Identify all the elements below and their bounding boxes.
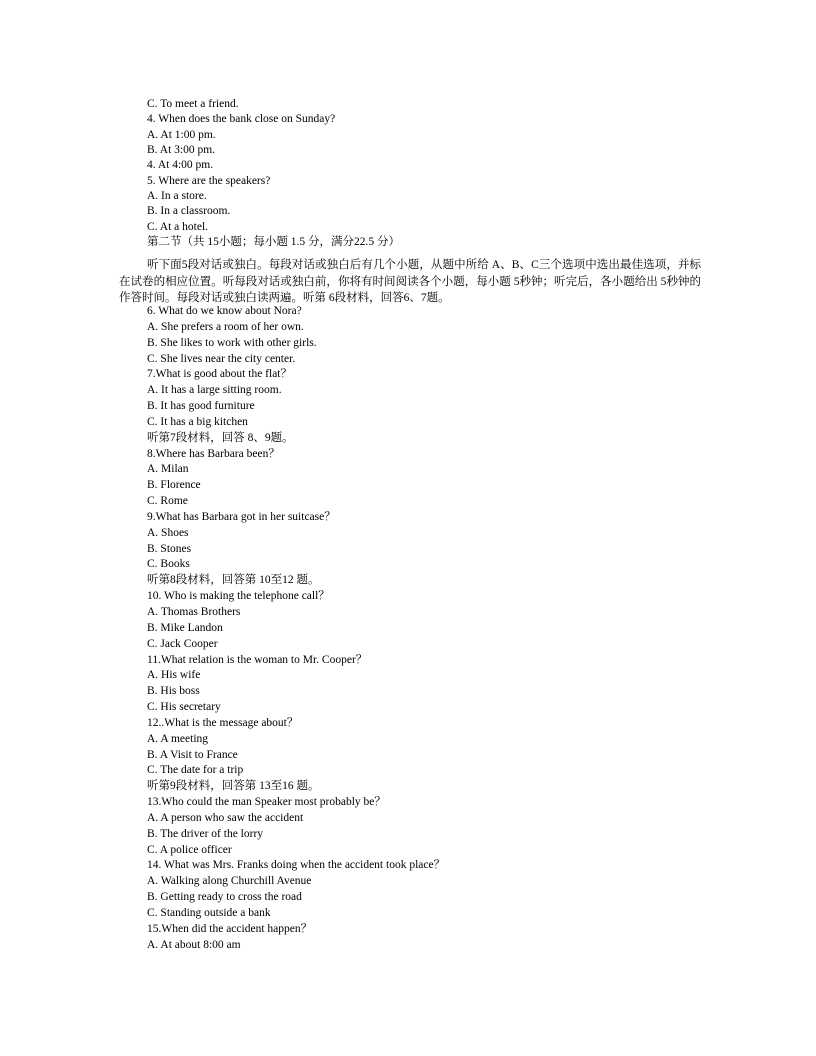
text-line: 12..What is the message about？	[147, 716, 299, 729]
section2-instruction-paragraph: 听下面5段对话或独白。每段对话或独白后有几个小题，从题中所给 A、B、C三个选项中选出最佳选项，并标在试卷的相应位置。听每段对话或独白前，你将有时间阅读各个小题，每小题 5秒钟；听完后，各小题给出 5秒钟的作答时间。每段对话或独白读两遍。听第 6段材料，回答6、7题。	[119, 259, 701, 304]
text-line: B. His boss	[147, 685, 200, 698]
text-line: C. It has a big kitchen	[147, 415, 248, 428]
text-line: C. Books	[147, 558, 190, 571]
text-line: B. Stones	[147, 542, 192, 555]
text-line: C. Jack Cooper	[147, 637, 218, 650]
text-line: A. Walking along Churchill Avenue	[147, 875, 312, 888]
text-line: B. She likes to work with other girls.	[147, 336, 317, 349]
text-line: C. At a hotel.	[147, 220, 209, 233]
text-line: 听第9段材料，回答第 13至16 题。	[147, 780, 320, 793]
text-line: 听第8段材料，回答第 10至12 题。	[147, 574, 320, 587]
text-line: 11.What relation is the woman to Mr. Cooper？	[147, 653, 368, 666]
text-line: 7.What is good about the flat？	[147, 368, 292, 381]
text-line: 4. When does the bank close on Sunday?	[147, 113, 336, 126]
text-line: B. In a classroom.	[147, 205, 231, 218]
text-line: 14. What was Mrs. Franks doing when the accident took place？	[147, 859, 446, 872]
text-line: A. His wife	[147, 669, 201, 682]
text-line: 4. At 4:00 pm.	[147, 159, 214, 172]
text-line: A. Shoes	[147, 526, 189, 539]
text-line: C. Standing outside a bank	[147, 906, 271, 919]
text-line: B. At 3:00 pm.	[147, 144, 216, 156]
text-line: B. Florence	[147, 479, 201, 492]
text-line: C. A police officer	[147, 843, 232, 856]
text-line: A. In a store.	[147, 190, 207, 202]
text-line: A. Milan	[147, 463, 189, 476]
text-line: B. Getting ready to cross the road	[147, 891, 302, 904]
text-line: A. At 1:00 pm.	[147, 128, 216, 141]
text-line: C. His secretary	[147, 701, 221, 713]
text-line: A. It has a large sitting room.	[147, 384, 282, 397]
text-line: B. It has good furniture	[147, 400, 255, 412]
text-line: 9.What has Barbara got in her suitcase？	[147, 510, 336, 523]
text-line: 6. What do we know about Nora?	[147, 305, 302, 317]
text-line: C. To meet a friend.	[147, 98, 239, 110]
text-line: A. She prefers a room of her own.	[147, 320, 304, 333]
text-line: 听第7段材料，回答 8、9题。	[147, 431, 294, 444]
text-line: 第二节（共 15小题；每小题 1.5 分，满分22.5 分）	[147, 236, 400, 248]
text-line: A. At about 8:00 am	[147, 938, 241, 951]
text-line: 5. Where are the speakers?	[147, 174, 271, 187]
text-line: B. The driver of the lorry	[147, 827, 264, 840]
text-line: 8.Where has Barbara been？	[147, 447, 280, 460]
text-line: 13.Who could the man Speaker most probably be？	[147, 796, 386, 808]
text-line: B. A Visit to France	[147, 748, 238, 761]
text-line: A. A person who saw the accident	[147, 811, 304, 824]
text-line: 10. Who is making the telephone call？	[147, 590, 330, 603]
text-line: 15.When did the accident happen？	[147, 922, 313, 935]
text-line: A. A meeting	[147, 732, 209, 745]
text-line: A. Thomas Brothers	[147, 606, 241, 618]
text-line: C. She lives near the city center.	[147, 352, 296, 365]
text-line: C. Rome	[147, 495, 188, 508]
text-line: B. Mike Landon	[147, 621, 223, 634]
text-line: C. The date for a trip	[147, 764, 244, 777]
